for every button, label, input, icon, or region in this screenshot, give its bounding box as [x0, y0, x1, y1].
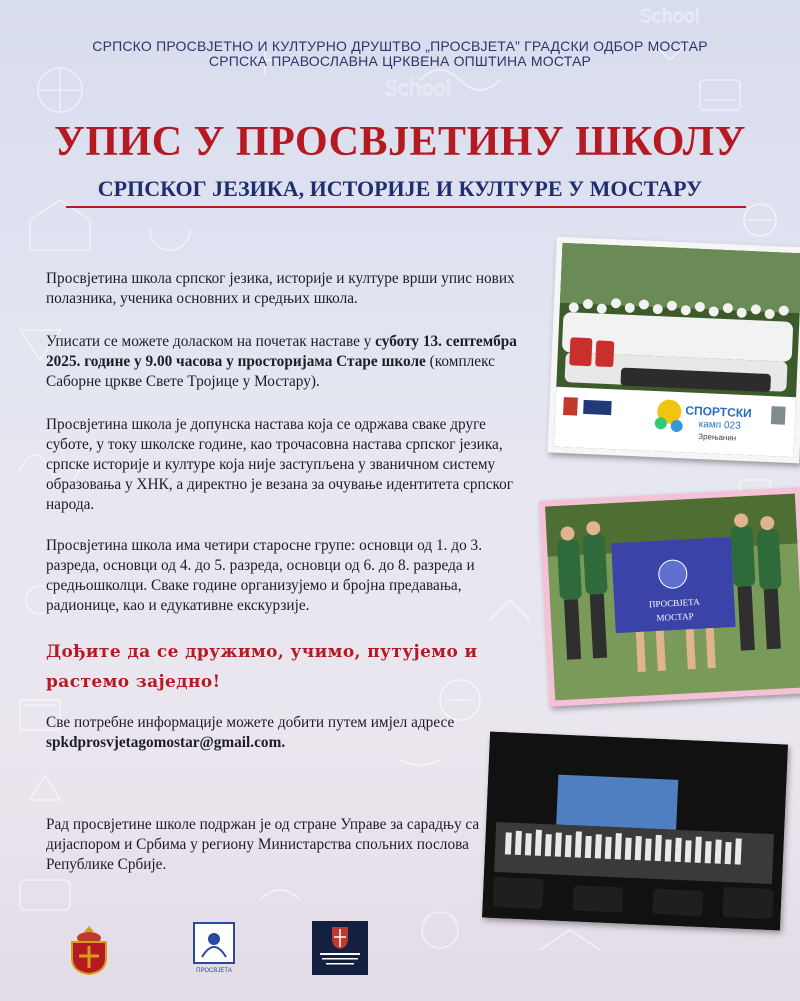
prosvjeta-logo	[192, 921, 236, 975]
flag-text-2: МОСТАР	[656, 611, 694, 623]
enrollment-date-time: суботу 13. септембра 2025. године у 9.00 часова у просторијама Старе школе	[46, 333, 517, 370]
support-paragraph: Рад просвјетине школе подржан је од стране Управе за сарадњу са дијаспором и Србима у региону Министарства спољних послова Републике Србије.	[46, 816, 480, 873]
sports-camp-photo	[547, 237, 800, 464]
intro-paragraph: Просвјетина школа српског језика, историје и културе врши упис нових полазника, ученика основних и средњих школа.	[46, 270, 515, 307]
title-underline	[66, 206, 746, 208]
group-flag-photo	[539, 487, 800, 706]
camp-badge-title: СПОРТСКИ	[685, 403, 753, 421]
contact-paragraph	[46, 713, 526, 753]
contact-text: Све потребне информације можете добити путем имјел адресе	[46, 714, 455, 731]
enrollment-paragraph	[46, 332, 526, 392]
camp-badge-subtitle: камп 023	[698, 418, 741, 432]
svg-text:School: School	[385, 76, 452, 100]
description-paragraph: Просвјетина школа је допунска настава која се одржава сваке друге суботе, у току школске године, као трочасовна настава српског језика, српске историје и културе која није заступљена у званичном систему образовања у ХНК, а директно је везана за очување идентитета српског народа.	[46, 416, 514, 513]
organizer-line-1: СРПСКО ПРОСВЈЕТНО И КУЛТУРНО ДРУШТВО „ПРОСВЈЕТА” ГРАДСКИ ОДБОР МОСТАР	[92, 38, 708, 54]
age-groups-paragraph: Просвјетина школа има четири старосне групе: основци од 1. до 3. разреда, основци од 4. до 5. разреда, основци од 6. до 8. разреда и средњошколци. Сваке године организујемо и бројна предавања, радионице, као и едукативне екскурзије.	[46, 537, 483, 614]
svg-text:School: School	[640, 6, 700, 27]
page-subtitle: СРПСКОГ ЈЕЗИКА, ИСТОРИЈЕ И КУЛТУРЕ У МОСТАРУ	[97, 176, 703, 201]
prosvjeta-logo-label: ПРОСВЈЕТА	[196, 968, 232, 974]
slogan: Дођите да се дружимо, учимо, путујемо и растемо заједно!	[46, 642, 478, 692]
page-title: УПИС У ПРОСВЈЕТИНУ ШКОЛУ	[54, 119, 746, 165]
contact-email[interactable]: spkdprosvjetagomostar@gmail.com.	[46, 734, 286, 751]
ministry-logo	[312, 921, 368, 975]
camp-badge-city: Зрењанин	[698, 431, 737, 443]
enrollment-text-start: Уписати се можете доласком на почетак наставе у	[46, 333, 376, 350]
organizer-line-2: СРПСКА ПРАВОСЛАВНА ЦРКВЕНА ОПШТИНА МОСТАР	[208, 53, 592, 69]
stage-performance-photo	[482, 732, 788, 931]
enrollment-text-end: (комплекс Саборне цркве Свете Тројице у Мостару).	[46, 353, 495, 390]
church-crest-logo	[64, 924, 114, 976]
flag-text-1: ПРОСВЈЕТА	[648, 596, 700, 610]
